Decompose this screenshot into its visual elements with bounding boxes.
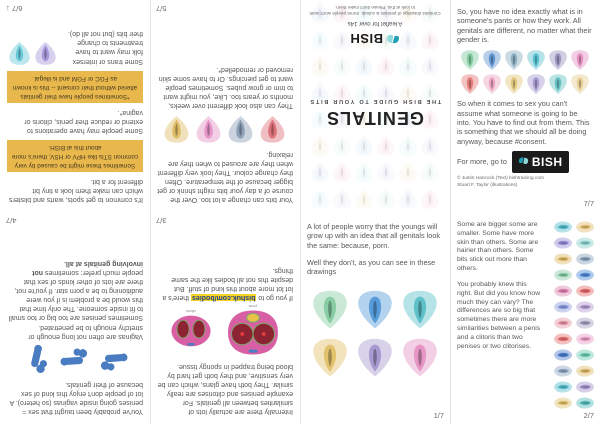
genital-illustrations-pair xyxy=(7,41,59,66)
bishuk-url-highlight: bishuk.com/bodies xyxy=(192,294,256,302)
page4-paragraph-2: Vaginas are often not long enough or stretchy enough to be penetrated. Sometimes penises are too big or too small to fit inside someone. The only time that this would be a problem is if you were auditioning to be a porn star. If you're not, there are lots of other kinds of sex that people much prefer: sometimes not involving genitals at all. xyxy=(8,259,143,340)
fold-arrow-icon: ↓ xyxy=(6,4,10,13)
genital-drawings-grid xyxy=(307,289,443,378)
panel-page-3 xyxy=(150,212,300,424)
page6-paragraph-1: It's common to get spots, warts and blisters which can make them look a tiny bit different for a bit. xyxy=(8,177,143,203)
page4-bold-text: not involving genitals at all. xyxy=(32,259,143,276)
panel-page-7 xyxy=(450,0,600,212)
page1-paragraph-1: A lot of people worry that the youngs will grow up with an idea that all genitals look the same: because, porn. xyxy=(307,222,441,250)
page3-paragraph-1: Internally there are actually lots of similarities between all genitals. For example penises and clitorises are really similar. They both have glans, which can be very sensitive, and they both get hard by blood being trapped in spongy tissue. xyxy=(157,362,293,415)
credit-author: © Justin Hancock (Text) bishtraining.com xyxy=(457,175,544,181)
diagram-label-penis: penis xyxy=(248,304,258,309)
page6-paragraph-2: Some people may have operations to extend or reduce their penis, clitoris or vagina*. xyxy=(24,108,143,134)
panel-page-5 xyxy=(150,0,300,212)
page6-highlight-fgm: *Sometimes people have their genitals altered without their consent -- this is known as FGC or FGM and is illegal. xyxy=(7,71,143,103)
bish-logo xyxy=(300,31,450,46)
penis-doodles-row xyxy=(7,345,143,375)
cover-tagline: A leaflet for over 14s xyxy=(347,20,403,26)
page4-paragraph-1: You've probably been taught that sex = penises going inside vaginas (so hetero). A lot of people don't enjoy this kind of sex because of their genitals. xyxy=(9,380,143,415)
page6-paragraph-3: Some trans or intersex folk may want to have treatments to change their bits (but not all do). xyxy=(67,30,143,65)
penis-cross-section-diagram xyxy=(226,309,280,356)
panel-divider xyxy=(450,0,451,424)
bish-logo-text: BISH xyxy=(349,31,384,46)
diagram-label-clitoris: clitoris xyxy=(185,309,197,314)
credit-illustrator: Stuart F. Taylor (illustrations) xyxy=(457,182,518,188)
panel-page-6 xyxy=(0,0,150,212)
genital-comparison-grid xyxy=(551,220,595,410)
bish-blob-icon xyxy=(518,156,529,167)
panel-cover xyxy=(300,0,450,212)
page-number: 6/7 ↓ xyxy=(6,4,23,13)
page2-paragraph-1: Some are bigger some are smaller. Some have more skin than others. Some are hairier than others. Some bits stick out more than others. xyxy=(457,221,539,273)
cover-disclaimer: Contains drawings of penises & vulvas. Some people won't want to look at this. Please don't make them. xyxy=(309,4,441,16)
cover-subtitle: THE BISH GUIDE TO YOUR BITS xyxy=(308,98,442,104)
panel-divider xyxy=(150,0,151,424)
page1-paragraph-2: Well they don't, as you can see in these drawings xyxy=(307,257,436,277)
page7-paragraph-2: So when it comes to sex you can't assume what someone is going to be into. You have to find out from them. This is something that we should all be doing anyway, because #consent. xyxy=(457,99,590,146)
page7-paragraph-1: So, you have no idea exactly what is in someone's pants or how they work. All genitals are different, no matter what their gender is. xyxy=(457,7,592,44)
bish-logo-text: BISH xyxy=(531,154,563,169)
bish-logo-box xyxy=(512,151,569,173)
panel-page-1 xyxy=(300,212,450,424)
clitoris-cross-section-diagram xyxy=(170,314,212,348)
page-number: 3/7 xyxy=(156,216,167,225)
page-number: 1/7 xyxy=(433,411,444,420)
vulva-illustrations-row xyxy=(157,115,293,144)
page-number: 7/7 xyxy=(583,199,594,208)
page3-paragraph-2: If you go to bishuk.com/bodies there's a lot lot more about this kind of stuff. But despite this not all bodies like the same things. xyxy=(162,267,293,302)
page5-paragraph-2: They can also look different over weeks, months or years too. Like, you might want to trim or grow pubes. Sometimes people want to get piercings. Or to have some skin removed or remodelled*. xyxy=(158,66,293,110)
panel-page-2 xyxy=(450,212,600,424)
genital-variety-grid xyxy=(457,49,593,95)
panel-divider xyxy=(300,0,301,424)
page-number: 2/7 xyxy=(583,411,594,420)
page5-paragraph-1: Your bits can change a lot too. Over the course of a day your bits might shrink or get bigger because of the temperature. Often they change colour. They look very different when they are aroused to when they are relaxing. xyxy=(157,150,293,203)
cross-section-diagrams xyxy=(157,304,293,356)
bish-blob-icon xyxy=(386,32,400,46)
page7-more-text: For more, go to xyxy=(457,157,507,167)
page-number: 4/7 xyxy=(6,216,17,225)
page-number: 5/7 xyxy=(156,4,167,13)
credits xyxy=(457,176,593,189)
page2-paragraph-2: You probably knew this right. But did you know how much they can vary? The differences are so big that sometimes there are more similarities between a penis and a clitoris than two penises or two clitorises. xyxy=(457,280,541,350)
cover-title: GENITALS xyxy=(326,108,424,128)
panel-page-4 xyxy=(0,212,150,424)
page6-highlight-sti: Sometimes these might be caused by very common STIs like HPV or HSV, there's more about this at BISH. xyxy=(7,140,143,172)
